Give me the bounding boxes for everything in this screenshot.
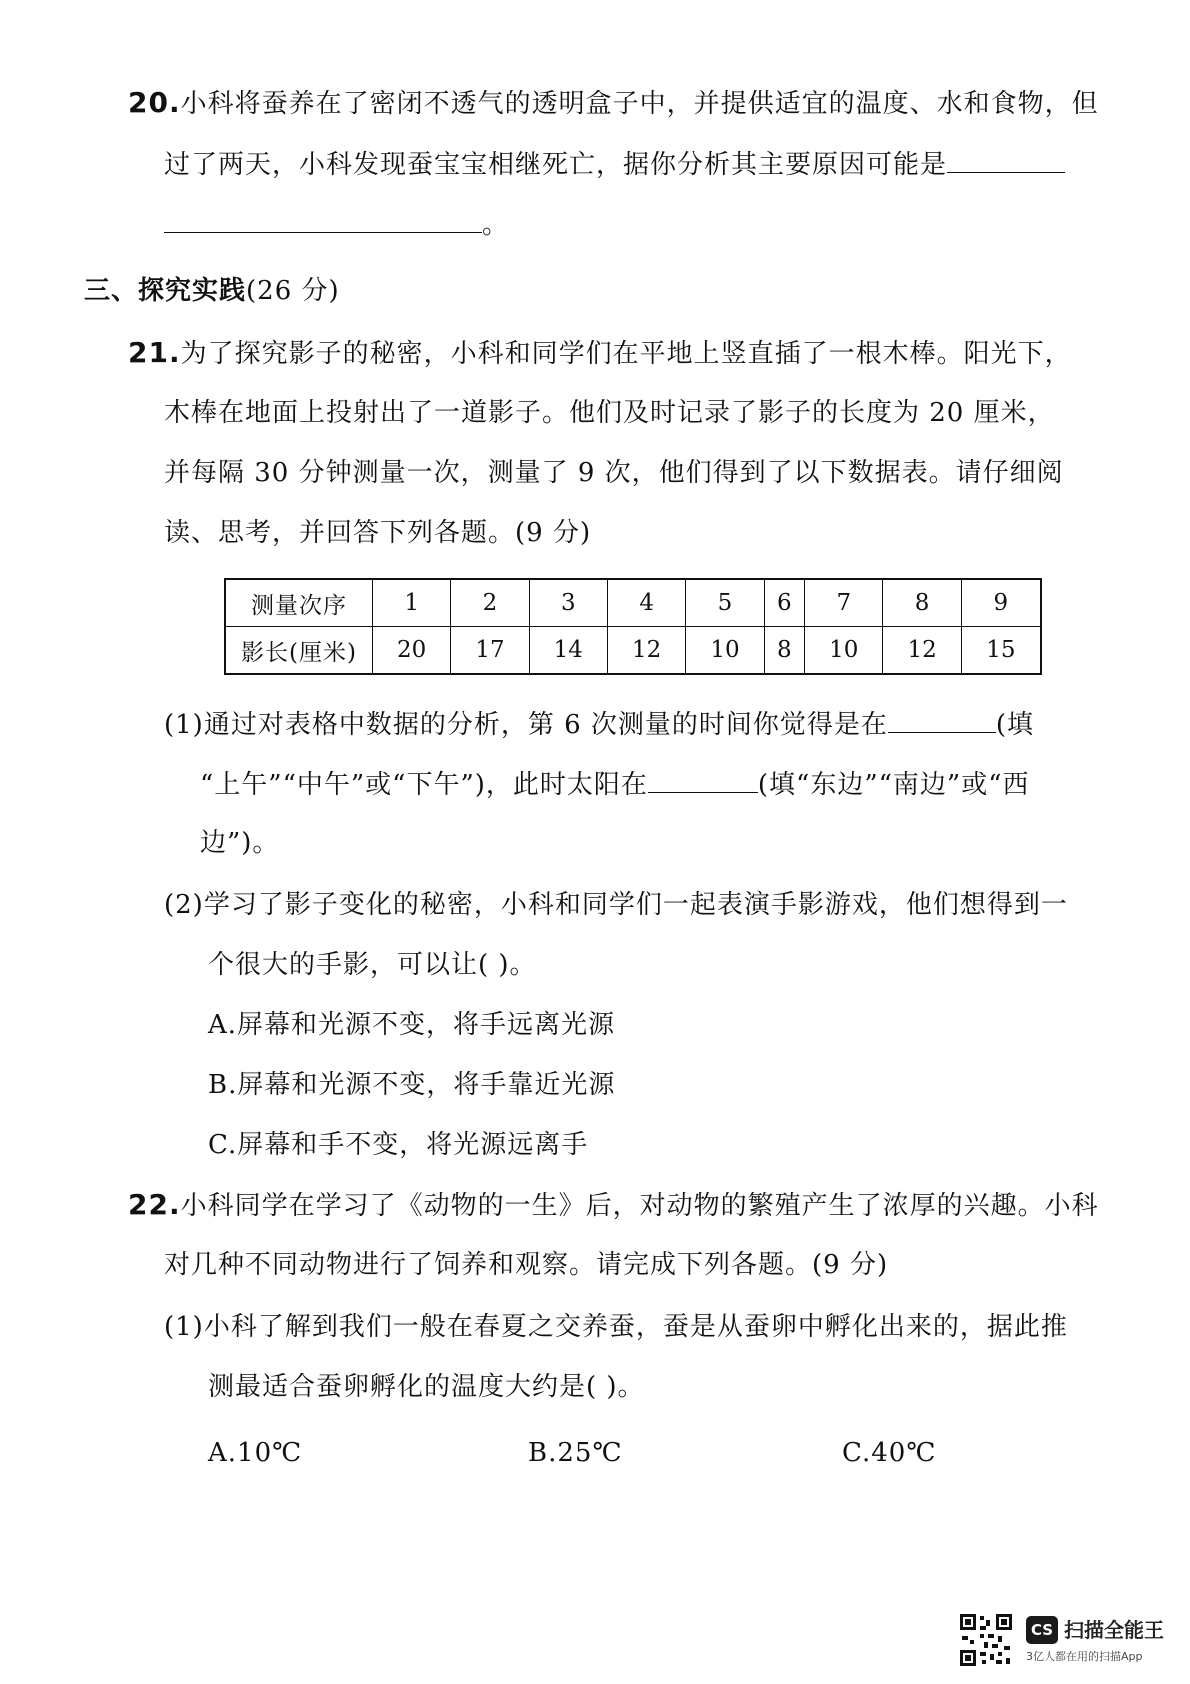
table-cell-length: 12 <box>607 627 685 675</box>
cs-logo-icon: CS <box>1026 1616 1058 1644</box>
q21-sub2-option-a[interactable] <box>208 1008 615 1042</box>
section3-title: 三、探究实践 <box>84 276 247 306</box>
q21-sub2-line1 <box>164 888 1068 922</box>
q21-text-1: 为了探究影子的秘密，小科和同学们在平地上竖直插了一根木棒。阳光下， <box>180 339 1072 369</box>
q21-sub1-text-3: 边”)。 <box>200 828 280 858</box>
q21-line2 <box>164 396 1055 430</box>
q21-sub1-line1 <box>164 706 1034 742</box>
q21-line4 <box>164 516 591 550</box>
q21-sub1-text-2b: (填“东边”“南边”或“西 <box>757 770 1030 800</box>
option-b-label: B.25℃ <box>528 1438 623 1468</box>
table-cell-order: 6 <box>764 579 804 627</box>
q21-sub2-option-c[interactable] <box>208 1128 588 1162</box>
q20-end-mark: 。 <box>482 210 510 240</box>
q21-line1 <box>128 336 1072 371</box>
table-header-length: 影长(厘米) <box>225 627 373 675</box>
table-cell-length: 14 <box>529 627 607 675</box>
table-cell-order: 2 <box>451 579 529 627</box>
shadow-data-table <box>224 578 1042 675</box>
q21-sub1-text-2a: “上午”“中午”或“下午”)，此时太阳在 <box>200 770 648 800</box>
table-cell-order: 8 <box>883 579 961 627</box>
q20-number: 20. <box>128 86 181 119</box>
table-cell-length: 17 <box>451 627 529 675</box>
q21-text-3: 并每隔 30 分钟测量一次，测量了 9 次，他们得到了以下数据表。请仔细阅 <box>164 458 1064 488</box>
table-cell-order: 9 <box>961 579 1041 627</box>
q20-line1 <box>128 86 1099 121</box>
q22-line2 <box>164 1248 888 1282</box>
q21-number: 21. <box>128 336 181 369</box>
table-cell-length: 10 <box>805 627 883 675</box>
q21-text-4: 读、思考，并回答下列各题。(9 分) <box>164 518 592 548</box>
q21-sub1-text-1b: (填 <box>995 710 1035 740</box>
q20-text-1: 小科将蚕养在了密闭不透气的透明盒子中，并提供适宜的温度、水和食物，但 <box>180 89 1099 119</box>
q20-line3 <box>164 206 509 242</box>
table-cell-length: 10 <box>686 627 764 675</box>
scanner-watermark <box>958 1612 1178 1674</box>
q21-sub1-blank-direction[interactable] <box>648 766 758 793</box>
section3-heading <box>84 274 340 308</box>
table-row-length <box>225 627 1041 675</box>
brand-name: 扫描全能王 <box>1064 1618 1164 1642</box>
option-a-label: A.屏幕和光源不变，将手远离光源 <box>208 1010 616 1040</box>
table-cell-length: 8 <box>764 627 804 675</box>
q20-answer-blank-2[interactable] <box>164 206 482 233</box>
option-c-label: C.屏幕和手不变，将光源远离手 <box>208 1130 589 1160</box>
section3-score: (26 分) <box>246 276 340 306</box>
q22-sub1-option-c[interactable] <box>842 1436 936 1470</box>
q22-sub1-text-1: (1)小科了解到我们一般在春夏之交养蚕，蚕是从蚕卵中孵化出来的，据此推 <box>164 1312 1068 1342</box>
q22-sub1-option-a[interactable] <box>208 1436 302 1470</box>
q21-sub2-text-2: 个很大的手影，可以让( )。 <box>208 950 537 980</box>
q21-line3 <box>164 456 1064 490</box>
q22-sub1-text-2: 测最适合蚕卵孵化的温度大约是( )。 <box>208 1372 645 1402</box>
q22-sub1-line2 <box>208 1370 645 1404</box>
option-c-label: C.40℃ <box>842 1438 937 1468</box>
table-cell-order: 4 <box>607 579 685 627</box>
q22-text-1: 小科同学在学习了《动物的一生》后，对动物的繁殖产生了浓厚的兴趣。小科 <box>180 1191 1099 1221</box>
q21-sub1-line3 <box>200 826 279 860</box>
table-cell-order: 7 <box>805 579 883 627</box>
q22-sub1-line1 <box>164 1310 1068 1344</box>
brand-tagline: 3亿人都在用的扫描App <box>1026 1650 1143 1663</box>
q21-sub1-line2 <box>200 766 1030 802</box>
q21-sub2-line2 <box>208 948 537 982</box>
table-cell-length: 12 <box>883 627 961 675</box>
q21-text-2: 木棒在地面上投射出了一道影子。他们及时记录了影子的长度为 20 厘米， <box>164 398 1055 428</box>
option-a-label: A.10℃ <box>208 1438 303 1468</box>
q22-sub1-option-b[interactable] <box>528 1436 623 1470</box>
table-header-order: 测量次序 <box>225 579 373 627</box>
table-cell-length: 15 <box>961 627 1041 675</box>
table-cell-length: 20 <box>373 627 451 675</box>
q20-answer-blank-1[interactable] <box>947 146 1065 173</box>
q22-line1 <box>128 1188 1099 1223</box>
q20-line2 <box>164 146 1065 182</box>
q20-text-2: 过了两天，小科发现蚕宝宝相继死亡，据你分析其主要原因可能是 <box>164 150 948 180</box>
q21-sub2-option-b[interactable] <box>208 1068 615 1102</box>
table-cell-order: 1 <box>373 579 451 627</box>
table-row-order <box>225 579 1041 627</box>
qr-code-icon <box>958 1612 1014 1668</box>
q21-sub1-blank-time[interactable] <box>888 706 996 733</box>
q22-number: 22. <box>128 1188 181 1221</box>
option-b-label: B.屏幕和光源不变，将手靠近光源 <box>208 1070 616 1100</box>
q21-sub2-text-1: (2)学习了影子变化的秘密，小科和同学们一起表演手影游戏，他们想得到一 <box>164 890 1068 920</box>
table-cell-order: 5 <box>686 579 764 627</box>
q22-text-2: 对几种不同动物进行了饲养和观察。请完成下列各题。(9 分) <box>164 1250 889 1280</box>
table-cell-order: 3 <box>529 579 607 627</box>
q21-sub1-text-1a: (1)通过对表格中数据的分析，第 6 次测量的时间你觉得是在 <box>164 710 888 740</box>
